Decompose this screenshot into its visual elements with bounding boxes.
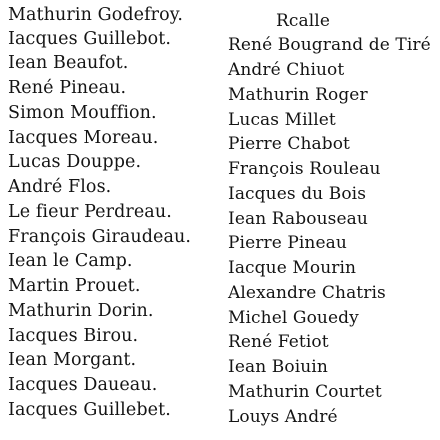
name-entry: Iacques Birou. <box>8 326 139 346</box>
name-entry: René Pineau. <box>8 78 127 98</box>
name-entry: Iean Rabouseau <box>228 209 368 229</box>
name-entry: Lucas Douppe. <box>8 152 142 172</box>
name-entry: Iean Boiuin <box>228 357 328 377</box>
name-entry: Lucas Millet <box>228 110 336 130</box>
name-entry: François Rouleau <box>228 159 381 179</box>
name-entry: Simon Mouffion. <box>8 103 157 123</box>
name-entry: Iacques Daueau. <box>8 375 158 395</box>
name-entry: René Fetiot <box>228 332 329 352</box>
name-entry: Martin Prouet. <box>8 276 141 296</box>
name-entry: André Chiuot <box>228 60 345 80</box>
name-entry: Pierre Pineau <box>228 233 347 253</box>
name-entry: Iacques du Bois <box>228 184 367 204</box>
name-entry: Iacque Mourin <box>228 258 357 278</box>
name-entry: Pierre Chabot <box>228 134 350 154</box>
name-entry: Iacques Guillebet. <box>8 400 171 420</box>
name-entry: Louys André <box>228 407 338 427</box>
name-entry: André Flos. <box>8 177 112 197</box>
name-entry: Mathurin Courtet <box>228 382 382 402</box>
name-entry: Iacques Moreau. <box>8 128 159 148</box>
name-entry: Iacques Guillebot. <box>8 29 172 49</box>
name-entry: Mathurin Dorin. <box>8 301 154 321</box>
name-entry: René Bougrand de Tiré <box>228 35 431 55</box>
name-entry: Mathurin Godefroy. <box>8 5 184 25</box>
name-entry: Rcalle <box>276 11 330 31</box>
name-entry: Le fieur Perdreau. <box>8 202 172 222</box>
name-entry: Iean Morgant. <box>8 350 137 370</box>
name-entry: Alexandre Chatris <box>228 283 386 303</box>
name-entry: Iean le Camp. <box>8 251 133 271</box>
name-entry: Mathurin Roger <box>228 85 368 105</box>
name-entry: François Giraudeau. <box>8 227 192 247</box>
name-entry: Michel Gouedy <box>228 308 359 328</box>
name-entry: Iean Beaufot. <box>8 53 129 73</box>
